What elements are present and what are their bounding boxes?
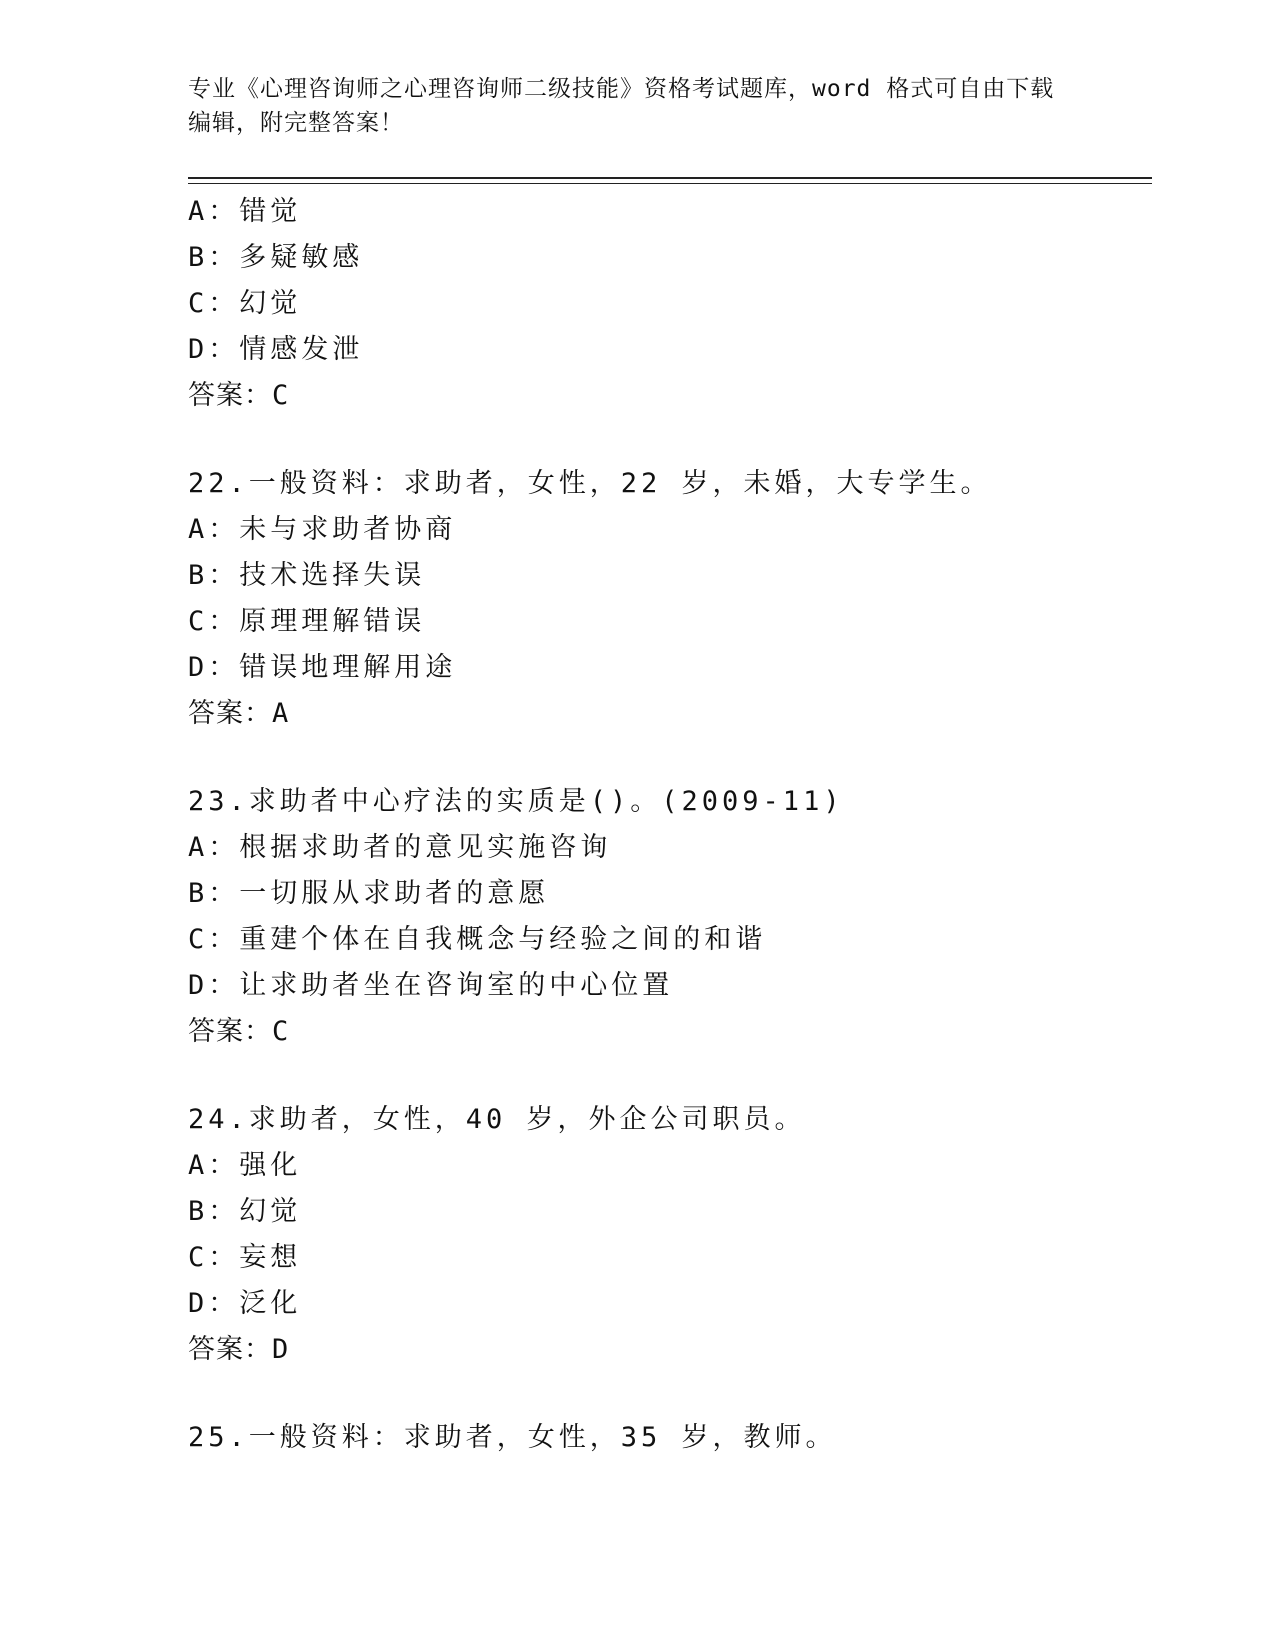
answer-line [188,1327,1152,1373]
question-22 [188,461,1152,737]
question-spacer [188,419,1152,461]
question-24 [188,1097,1152,1373]
option-b: B：多疑敏感 [188,242,364,273]
option-d: D：泛化 [188,1288,302,1319]
question-list [188,189,1152,1461]
option-c: C：妄想 [188,1242,302,1273]
option-d: D：让求助者坐在咨询室的中心位置 [188,970,674,1001]
option-c: C：原理理解错误 [188,606,426,637]
header-line-2: 编辑，附完整答案！ [188,110,404,136]
option-a: A：未与求助者协商 [188,514,457,545]
header-divider-thick [188,177,1152,179]
option-a: A：强化 [188,1150,302,1181]
answer-line [188,691,1152,737]
answer-label: 答案： [188,380,272,411]
option-d: D：错误地理解用途 [188,652,457,683]
answer-label: 答案： [188,698,272,729]
option-a: A：错觉 [188,196,302,227]
question-23 [188,779,1152,1055]
option-c: C：重建个体在自我概念与经验之间的和谐 [188,924,767,955]
question-spacer [188,1373,1152,1415]
question-stem: 25.一般资料：求助者，女性，35 岁，教师。 [188,1422,837,1453]
answer-line [188,1009,1152,1055]
question-stem: 23.求助者中心疗法的实质是()。(2009-11) [188,786,844,817]
document-header [188,72,1088,140]
answer-value: C [272,380,290,411]
answer-value: A [272,698,290,729]
answer-line [188,373,1152,419]
question-spacer [188,737,1152,779]
question-spacer [188,1055,1152,1097]
option-b: B：幻觉 [188,1196,302,1227]
option-b: B：技术选择失误 [188,560,426,591]
option-b: B：一切服从求助者的意愿 [188,878,550,909]
answer-label: 答案： [188,1334,272,1365]
header-line-1: 专业《心理咨询师之心理咨询师二级技能》资格考试题库，word 格式可自由下载 [188,76,1055,102]
option-a: A：根据求助者的意见实施咨询 [188,832,612,863]
option-c: C：幻觉 [188,288,302,319]
answer-label: 答案： [188,1016,272,1047]
option-d: D：情感发泄 [188,334,364,365]
answer-value: D [272,1334,290,1365]
answer-value: C [272,1016,290,1047]
question-25 [188,1415,1152,1461]
header-divider-thin [188,183,1152,184]
question-stem: 22.一般资料：求助者，女性，22 岁，未婚，大专学生。 [188,468,992,499]
question-21 [188,189,1152,419]
question-stem: 24.求助者，女性，40 岁，外企公司职员。 [188,1104,806,1135]
